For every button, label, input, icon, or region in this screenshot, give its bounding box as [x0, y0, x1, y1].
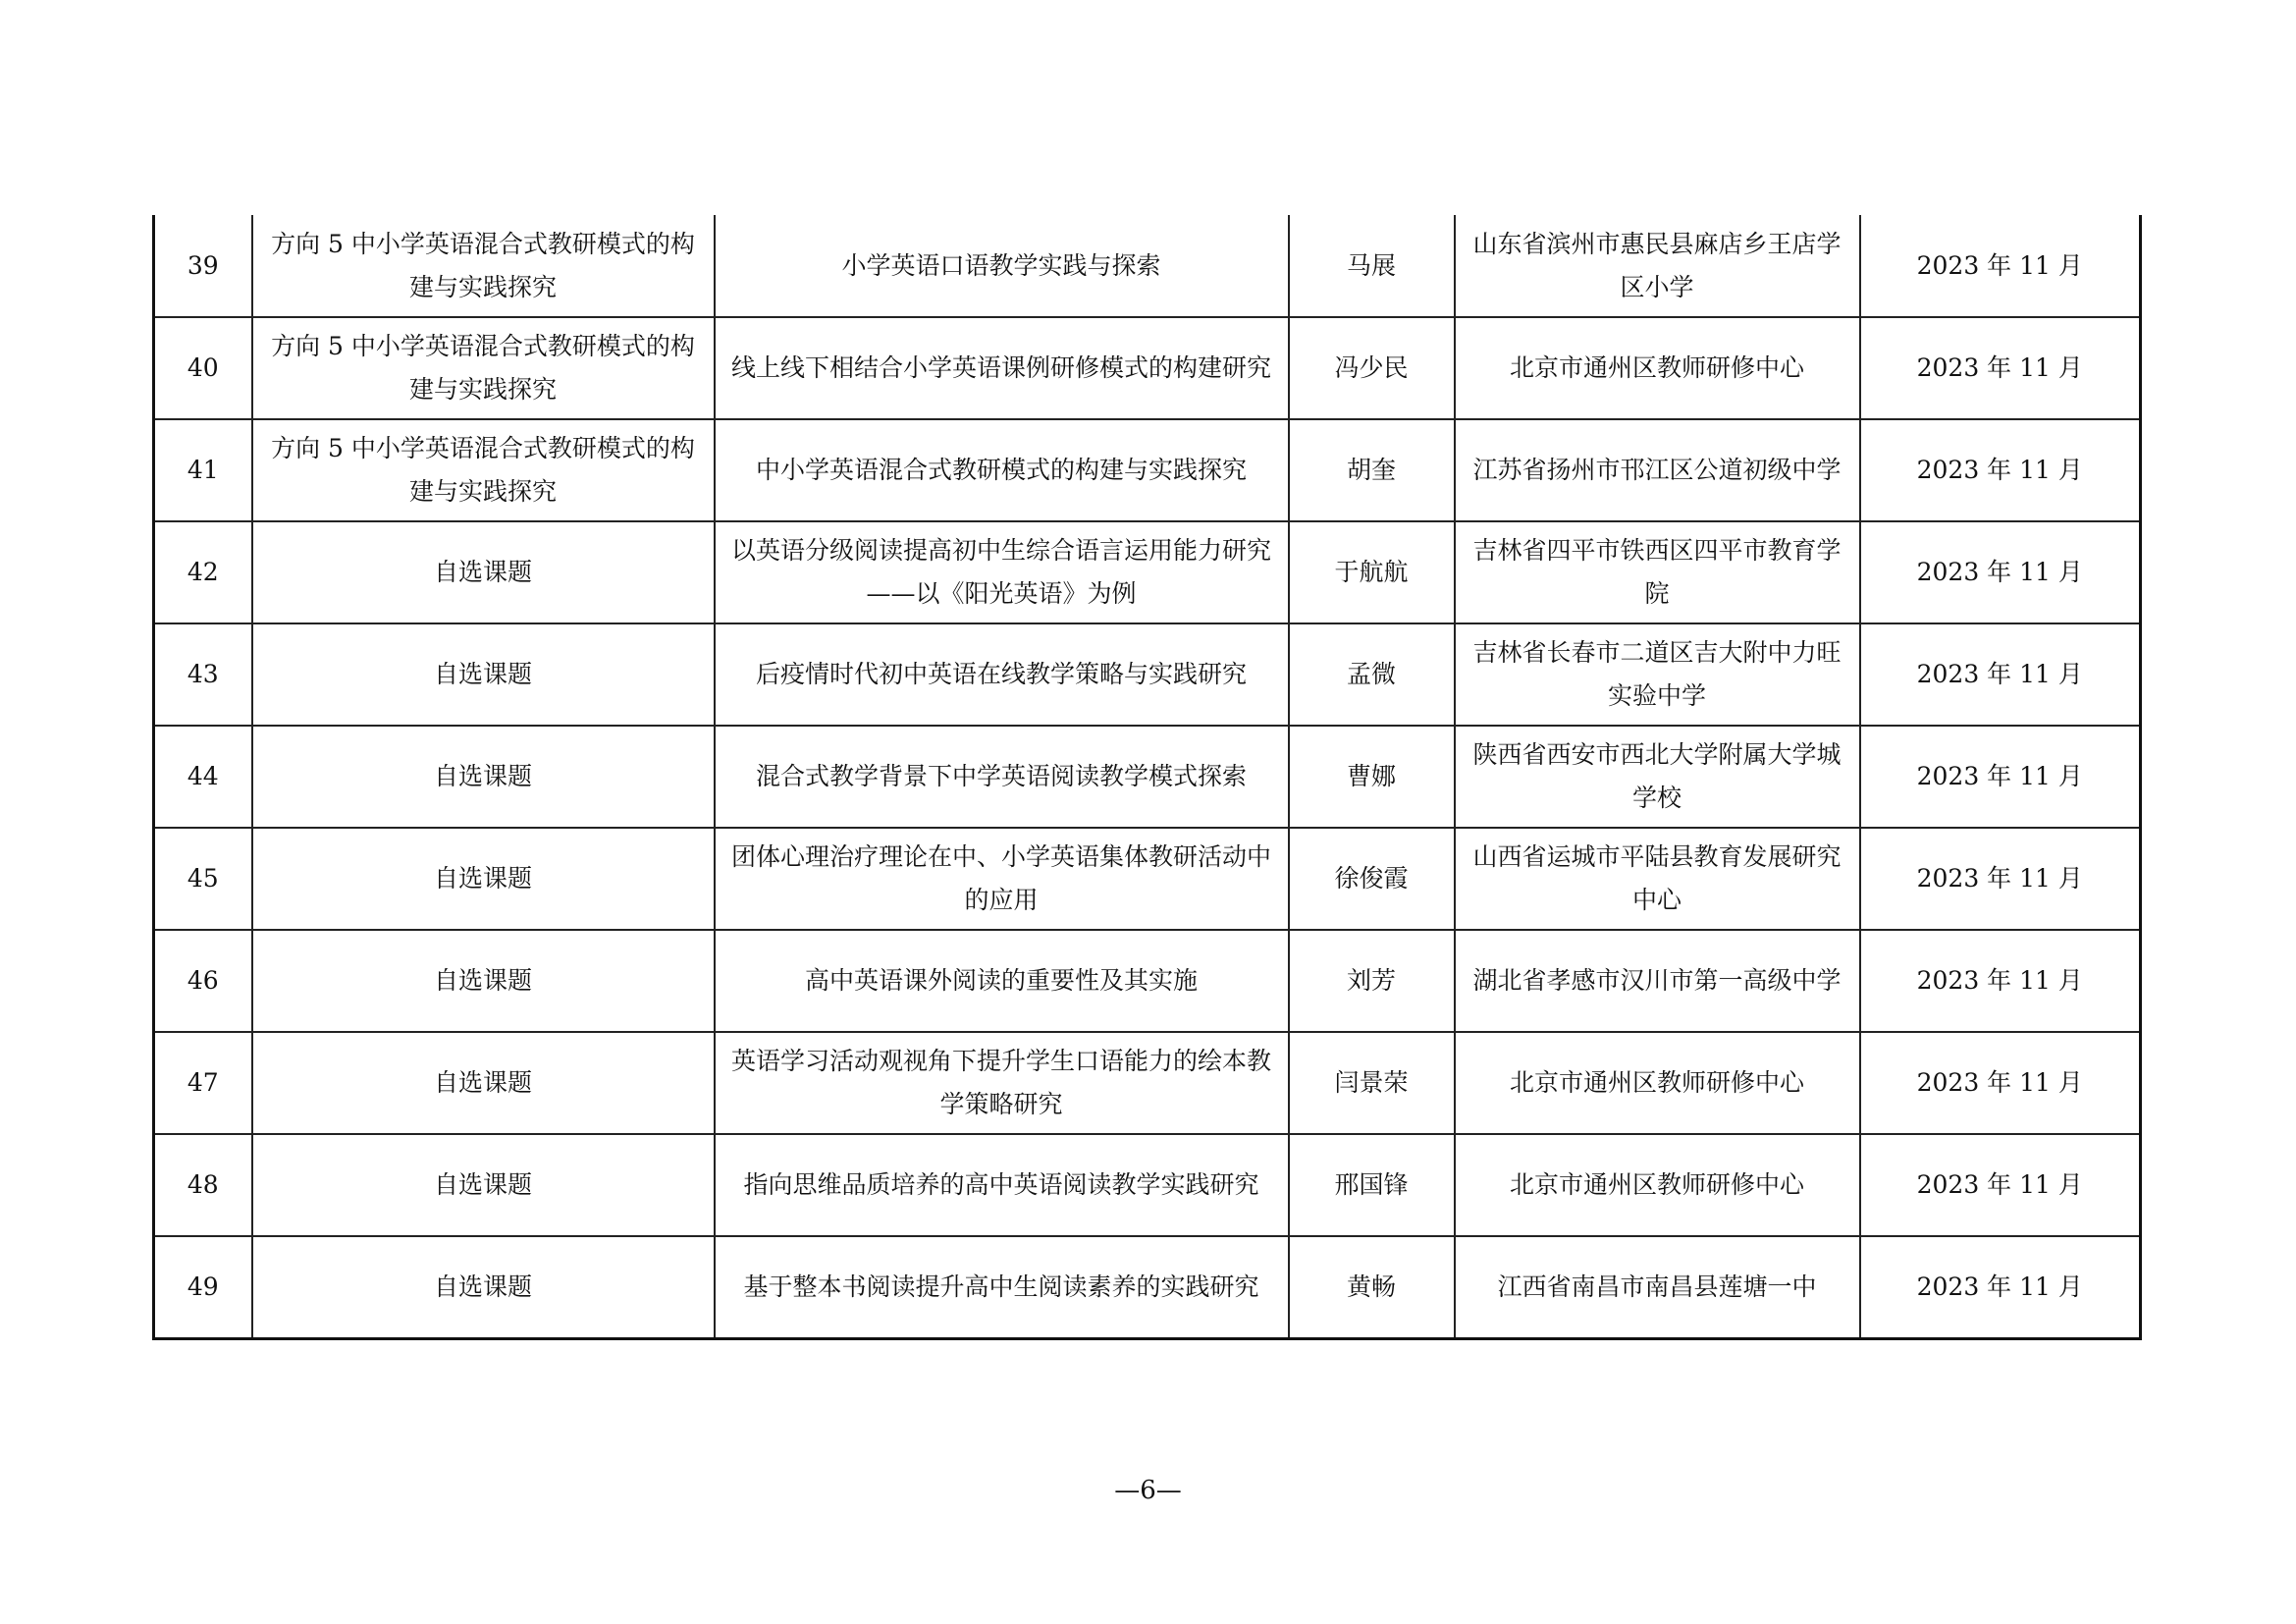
row-number: 45	[154, 828, 252, 930]
research-direction: 自选课题	[252, 1032, 715, 1134]
organization: 湖北省孝感市汉川市第一高级中学	[1455, 930, 1860, 1032]
project-title: 指向思维品质培养的高中英语阅读教学实践研究	[715, 1134, 1289, 1236]
research-direction: 方向 5 中小学英语混合式教研模式的构建与实践探究	[252, 215, 715, 317]
researcher-name: 孟微	[1289, 623, 1455, 726]
table-row	[154, 1032, 2141, 1134]
project-title: 以英语分级阅读提高初中生综合语言运用能力研究——以《阳光英语》为例	[715, 521, 1289, 623]
researcher-name: 马展	[1289, 215, 1455, 317]
research-direction: 自选课题	[252, 521, 715, 623]
row-number: 47	[154, 1032, 252, 1134]
table-row	[154, 623, 2141, 726]
approval-date: 2023 年 11 月	[1860, 1236, 2141, 1338]
researcher-name: 黄畅	[1289, 1236, 1455, 1338]
research-direction: 方向 5 中小学英语混合式教研模式的构建与实践探究	[252, 419, 715, 521]
organization: 江苏省扬州市邗江区公道初级中学	[1455, 419, 1860, 521]
researcher-name: 曹娜	[1289, 726, 1455, 828]
researcher-name: 于航航	[1289, 521, 1455, 623]
project-title: 英语学习活动观视角下提升学生口语能力的绘本教学策略研究	[715, 1032, 1289, 1134]
researcher-name: 徐俊霞	[1289, 828, 1455, 930]
row-number: 39	[154, 215, 252, 317]
table-row	[154, 419, 2141, 521]
organization: 北京市通州区教师研修中心	[1455, 317, 1860, 419]
approval-date: 2023 年 11 月	[1860, 521, 2141, 623]
approval-date: 2023 年 11 月	[1860, 1134, 2141, 1236]
table-row	[154, 215, 2141, 317]
research-direction: 自选课题	[252, 930, 715, 1032]
organization: 吉林省长春市二道区吉大附中力旺实验中学	[1455, 623, 1860, 726]
organization: 江西省南昌市南昌县莲塘一中	[1455, 1236, 1860, 1338]
research-direction: 自选课题	[252, 1236, 715, 1338]
research-direction: 方向 5 中小学英语混合式教研模式的构建与实践探究	[252, 317, 715, 419]
row-number: 46	[154, 930, 252, 1032]
research-direction: 自选课题	[252, 828, 715, 930]
organization: 吉林省四平市铁西区四平市教育学院	[1455, 521, 1860, 623]
project-title: 基于整本书阅读提升高中生阅读素养的实践研究	[715, 1236, 1289, 1338]
page-number: —6—	[1114, 1476, 1182, 1505]
researcher-name: 冯少民	[1289, 317, 1455, 419]
approval-date: 2023 年 11 月	[1860, 317, 2141, 419]
researcher-name: 闫景荣	[1289, 1032, 1455, 1134]
organization: 山东省滨州市惠民县麻店乡王店学区小学	[1455, 215, 1860, 317]
project-title: 高中英语课外阅读的重要性及其实施	[715, 930, 1289, 1032]
row-number: 49	[154, 1236, 252, 1338]
approval-date: 2023 年 11 月	[1860, 215, 2141, 317]
project-title: 团体心理治疗理论在中、小学英语集体教研活动中的应用	[715, 828, 1289, 930]
research-direction: 自选课题	[252, 1134, 715, 1236]
project-title: 中小学英语混合式教研模式的构建与实践探究	[715, 419, 1289, 521]
approval-date: 2023 年 11 月	[1860, 930, 2141, 1032]
organization: 北京市通州区教师研修中心	[1455, 1032, 1860, 1134]
project-title: 小学英语口语教学实践与探索	[715, 215, 1289, 317]
researcher-name: 刘芳	[1289, 930, 1455, 1032]
table-row	[154, 317, 2141, 419]
project-table-container	[152, 215, 2139, 1340]
approval-date: 2023 年 11 月	[1860, 726, 2141, 828]
approval-date: 2023 年 11 月	[1860, 419, 2141, 521]
table-row	[154, 828, 2141, 930]
table-row	[154, 930, 2141, 1032]
table-row	[154, 1134, 2141, 1236]
approval-date: 2023 年 11 月	[1860, 828, 2141, 930]
researcher-name: 胡奎	[1289, 419, 1455, 521]
project-title: 混合式教学背景下中学英语阅读教学模式探索	[715, 726, 1289, 828]
row-number: 42	[154, 521, 252, 623]
project-title: 后疫情时代初中英语在线教学策略与实践研究	[715, 623, 1289, 726]
approval-date: 2023 年 11 月	[1860, 1032, 2141, 1134]
project-title: 线上线下相结合小学英语课例研修模式的构建研究	[715, 317, 1289, 419]
row-number: 40	[154, 317, 252, 419]
organization: 山西省运城市平陆县教育发展研究中心	[1455, 828, 1860, 930]
table-row	[154, 1236, 2141, 1338]
row-number: 48	[154, 1134, 252, 1236]
row-number: 41	[154, 419, 252, 521]
organization: 北京市通州区教师研修中心	[1455, 1134, 1860, 1236]
research-direction: 自选课题	[252, 623, 715, 726]
row-number: 44	[154, 726, 252, 828]
table-row	[154, 521, 2141, 623]
research-direction: 自选课题	[252, 726, 715, 828]
project-table-body	[154, 215, 2141, 1338]
organization: 陕西省西安市西北大学附属大学城学校	[1455, 726, 1860, 828]
project-table	[152, 215, 2142, 1340]
row-number: 43	[154, 623, 252, 726]
researcher-name: 邢国锋	[1289, 1134, 1455, 1236]
approval-date: 2023 年 11 月	[1860, 623, 2141, 726]
table-row	[154, 726, 2141, 828]
